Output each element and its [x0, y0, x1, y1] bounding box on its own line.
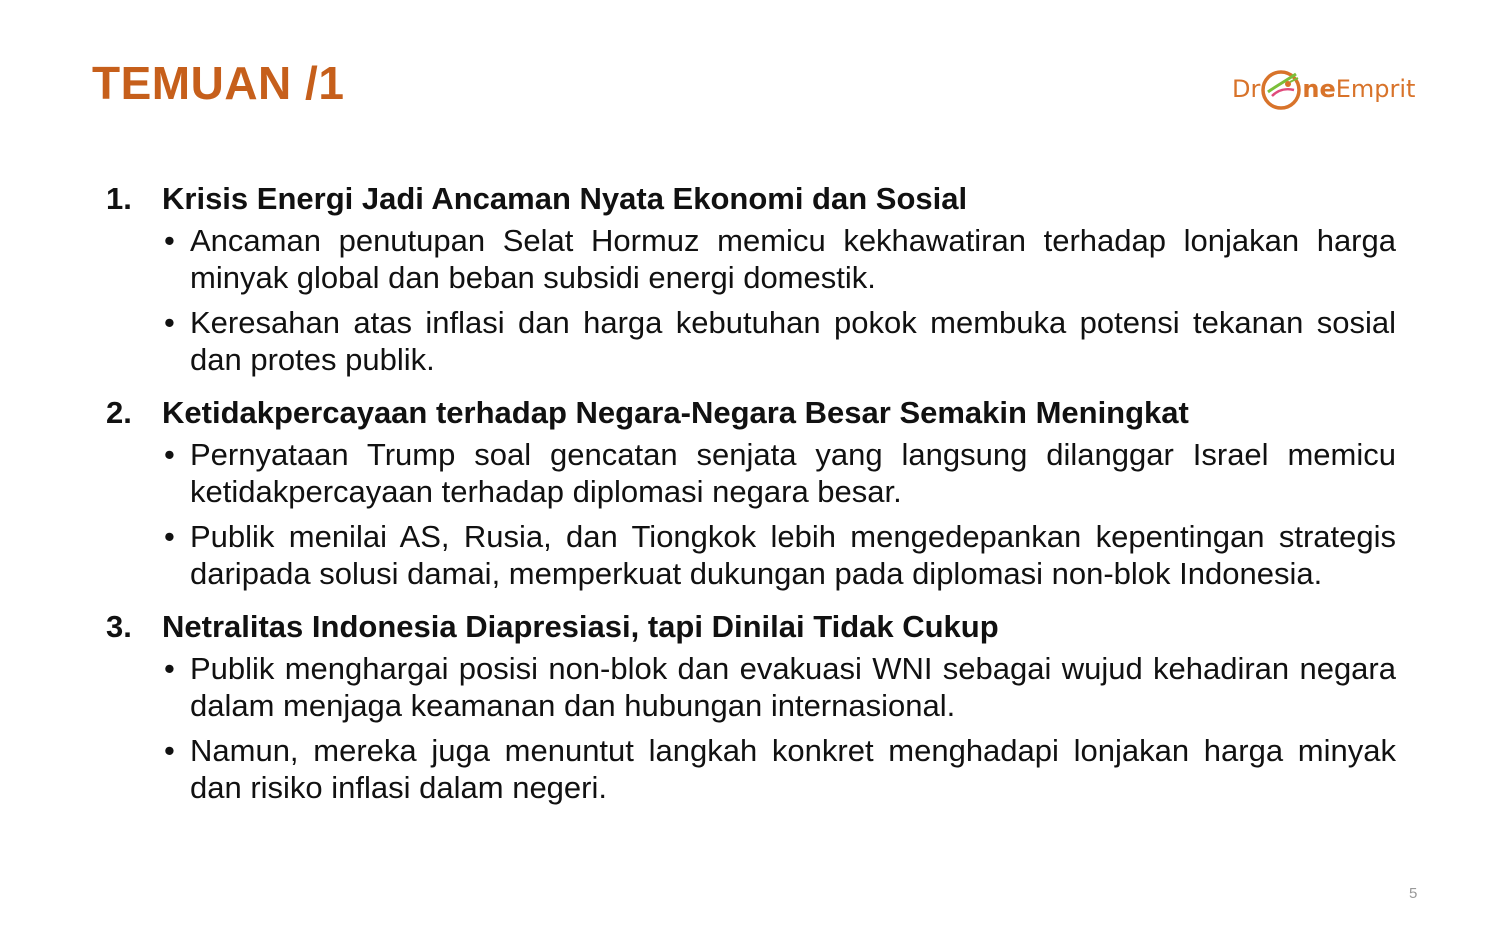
logo-text-ne: ne [1302, 75, 1336, 103]
bullet-icon: • [164, 223, 175, 258]
slide-title: TEMUAN /1 [92, 57, 345, 109]
finding-number: 3. [106, 609, 132, 644]
drone-emprit-logo [1232, 66, 1415, 112]
logo-text-emprit: Emprit [1335, 75, 1416, 103]
finding-title: Krisis Energi Jadi Ancaman Nyata Ekonomi dan Sosial [162, 181, 968, 216]
bullet-icon: • [164, 305, 175, 340]
logo-bird-icon [1258, 66, 1304, 112]
bullet-text: Namun, mereka juga menuntut langkah konkret menghadapi lonjakan harga minyak dan risiko inflasi dalam negeri. [190, 733, 1396, 805]
finding-heading [106, 180, 1396, 218]
logo-text-dr: Dr [1232, 75, 1261, 103]
finding-heading [106, 394, 1396, 432]
bullet-text: Keresahan atas inflasi dan harga kebutuhan pokok membuka potensi tekanan sosial dan protes publik. [190, 305, 1396, 377]
finding-number: 1. [106, 181, 132, 216]
bullet-text: Publik menghargai posisi non-blok dan evakuasi WNI sebagai wujud kehadiran negara dalam menjaga keamanan dan hubungan internasional. [190, 651, 1396, 723]
finding-1 [106, 180, 1396, 378]
bullet-item [164, 436, 1396, 510]
bullet-icon: • [164, 519, 175, 554]
findings-list [106, 180, 1396, 822]
finding-heading [106, 608, 1396, 646]
finding-title: Netralitas Indonesia Diapresiasi, tapi Dinilai Tidak Cukup [162, 609, 999, 644]
finding-title: Ketidakpercayaan terhadap Negara-Negara Besar Semakin Meningkat [162, 395, 1189, 430]
page-number: 5 [1409, 885, 1418, 902]
bullet-item [164, 304, 1396, 378]
bullet-item [164, 222, 1396, 296]
bullet-item [164, 518, 1396, 592]
finding-2 [106, 394, 1396, 592]
bullet-text: Pernyataan Trump soal gencatan senjata yang langsung dilanggar Israel memicu ketidakpercayaan terhadap diplomasi negara besar. [190, 437, 1396, 509]
bullet-text: Publik menilai AS, Rusia, dan Tiongkok lebih mengedepankan kepentingan strategis daripada solusi damai, memperkuat dukungan pada diplomasi non-blok Indonesia. [190, 519, 1396, 591]
finding-number: 2. [106, 395, 132, 430]
bullet-icon: • [164, 437, 175, 472]
bullet-icon: • [164, 651, 175, 686]
bullet-item [164, 732, 1396, 806]
bullet-item [164, 650, 1396, 724]
bullet-icon: • [164, 733, 175, 768]
finding-3 [106, 608, 1396, 806]
bullet-text: Ancaman penutupan Selat Hormuz memicu kekhawatiran terhadap lonjakan harga minyak global dan beban subsidi energi domestik. [190, 223, 1396, 295]
